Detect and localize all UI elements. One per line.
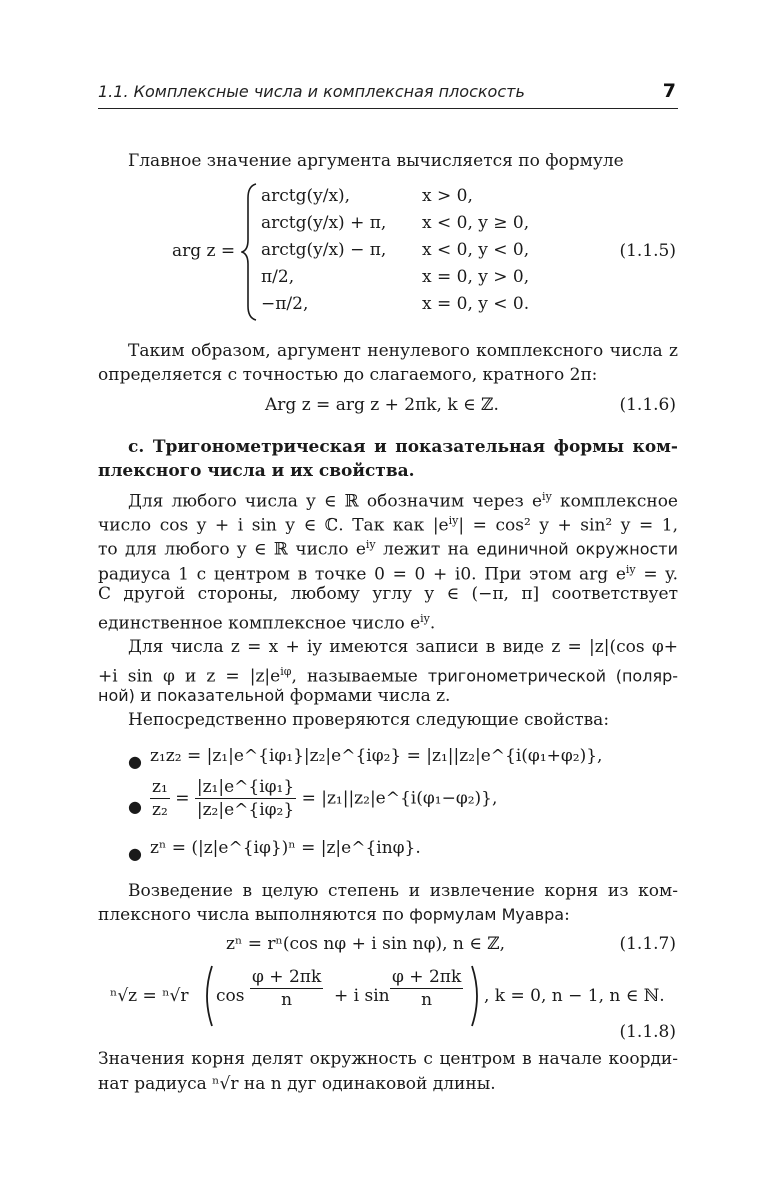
- running-header: [98, 80, 678, 109]
- para3-line1: Для числа z = x + iy имеются записи в виде z = |z|(cos φ+: [128, 637, 678, 657]
- case-expr-3: arctg(y/x) − π,: [261, 240, 387, 260]
- para1-line1: Таким образом, аргумент ненулевого комплексного числа z: [128, 341, 678, 361]
- bullet-3: ●: [128, 844, 142, 863]
- bullet-1: ●: [128, 752, 142, 771]
- para2-line2: число cos y + i sin y ∈ ℂ. Так как $|e^{iy}| = \cos^2$ y + sin² y = 1,: [98, 514, 678, 536]
- left-brace: [241, 182, 259, 322]
- para5-line1: Возведение в целую степень и извлечение корня из ком-: [128, 881, 678, 901]
- para2-line4: радиуса 1 с центром в точке 0 = 0 + i0. При этом arg $e^{iy} = y$.: [98, 563, 678, 585]
- para6-line2: нат радиуса ⁿ√r на n дуг одинаковой длины.: [98, 1074, 496, 1094]
- big-paren-right: [470, 964, 484, 1028]
- case-expr-4: π/2,: [261, 267, 295, 287]
- property-3: zⁿ = (|z|e^{iφ})ⁿ = |z|e^{inφ}.: [150, 838, 421, 858]
- case-cond-2: x < 0, y ≥ 0,: [422, 213, 530, 233]
- eq-1-1-5-lhs: arg z =: [172, 241, 236, 261]
- para2-line3: то для любого y ∈ ℝ число $e^{iy}$ лежит на единичной окружности: [98, 538, 679, 560]
- case-expr-1: arctg(y/x),: [261, 186, 351, 206]
- eq-1-1-8-cos: cos: [216, 986, 245, 1006]
- page-number: 7: [662, 80, 676, 102]
- eq-1-1-8-tail: , k = 0, n − 1, n ∈ ℕ.: [484, 986, 665, 1006]
- intro-text: Главное значение аргумента вычисляется по формуле: [128, 151, 624, 171]
- para3-line3: ной) и показательной формами числа z.: [98, 686, 451, 706]
- frac-z1-z2: $\frac{\text{z₁}}{\text{z₂}}$: [152, 777, 168, 820]
- eq-1-1-8-isin: + i sin: [334, 986, 390, 1006]
- eq-number-1-1-8: (1.1.8): [619, 1022, 676, 1042]
- para2-line1: Для любого числа y ∈ ℝ обозначим через $e^{iy}$ комплексное: [128, 490, 678, 512]
- property-1: z₁z₂ = |z₁|e^{iφ₁}|z₂|e^{iφ₂} = |z₁||z₂|e^{i(φ₁+φ₂)},: [150, 746, 603, 766]
- case-cond-5: x = 0, y < 0.: [422, 294, 530, 314]
- para2-line6: единственное комплексное число $e^{iy}$.: [98, 612, 436, 634]
- eq-1-1-7: zⁿ = rⁿ(cos nφ + i sin nφ), n ∈ ℤ,: [226, 934, 506, 954]
- eq-number-1-1-5: (1.1.5): [619, 241, 676, 261]
- case-cond-1: x > 0,: [422, 186, 473, 206]
- bullet-2: ●: [128, 797, 142, 816]
- para5-line2: плексного числа выполняются по формулам Муавра:: [98, 905, 570, 925]
- eq-1-1-8-frac2: $\frac{\varphi + 2\pi k}{n}$: [392, 967, 462, 1010]
- big-paren-left: [200, 964, 214, 1028]
- frac-exp-form: $\frac{\text{|z₁|e\textasciicircum{}\{iφ₁\}}}{\text{|z₂|e\textasciicircum{}\{iφ₂\}}}$: [196, 777, 295, 820]
- case-cond-4: x = 0, y > 0,: [422, 267, 530, 287]
- eq-1-1-8-frac1: $\frac{\varphi + 2\pi k}{n}$: [252, 967, 322, 1010]
- section-title-line2: плексного числа и их свойства.: [98, 461, 415, 481]
- property-2: $\frac{\text{z₁}}{\text{z₂}}$ = $\frac{\text{|z₁|e\textasciicircum{}\{iφ₁\}}}{\text{|z₂|e\textasciicircum{}\{iφ₂\}}}$ = |z₁||z₂|e^{i(φ₁−φ₂)},: [152, 777, 498, 820]
- para4-text: Непосредственно проверяются следующие свойства:: [128, 710, 610, 730]
- term-polar: ной): [98, 686, 135, 705]
- term-trigonometric: тригонометрической (поляр-: [427, 666, 679, 686]
- eq-1-1-6: Arg z = arg z + 2πk, k ∈ ℤ.: [265, 395, 499, 415]
- case-cond-3: x < 0, y < 0,: [422, 240, 530, 260]
- para1-line2: определяется с точностью до слагаемого, кратного 2π:: [98, 365, 598, 385]
- case-expr-2: arctg(y/x) + π,: [261, 213, 387, 233]
- term-exponential: показательной: [157, 686, 285, 705]
- running-title: 1.1. Комплексные числа и комплексная плоскость: [98, 82, 525, 101]
- term-moivre: формулам Муавра: [409, 905, 565, 924]
- eq-1-1-8-lhs: ⁿ√z = ⁿ√r: [110, 986, 189, 1006]
- case-expr-5: −π/2,: [261, 294, 309, 314]
- eq-number-1-1-7: (1.1.7): [619, 934, 676, 954]
- section-title-line1: c. Тригонометрическая и показательная формы ком-: [128, 437, 678, 457]
- para3-line2: +i sin φ и $z = |z|e^{i\varphi}$, называемые тригонометрической (поляр-: [98, 665, 679, 687]
- para6-line1: Значения корня делят окружность с центром в начале коорди-: [98, 1049, 678, 1069]
- eq-number-1-1-6: (1.1.6): [619, 395, 676, 415]
- term-unit-circle: единичной окружности: [476, 539, 679, 559]
- para2-line5: С другой стороны, любому углу y ∈ (−π, π] соответствует: [98, 584, 678, 604]
